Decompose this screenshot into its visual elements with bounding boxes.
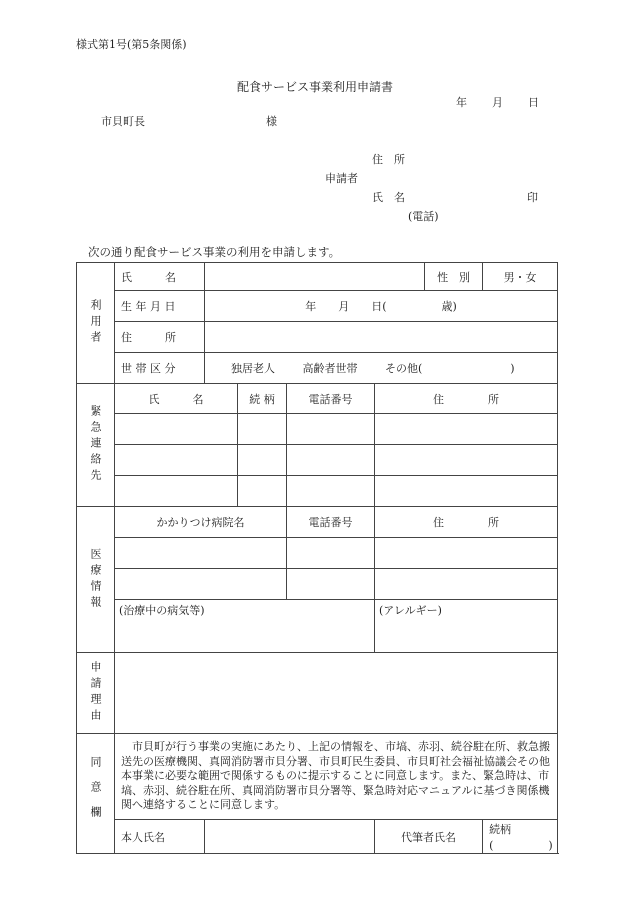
- emergency-relation-cell[interactable]: [238, 445, 287, 476]
- household-other[interactable]: その他( ): [385, 362, 515, 375]
- emergency-col-relation: 続 柄: [238, 384, 287, 414]
- emergency-section-heading: 緊急連絡先: [77, 384, 115, 507]
- signer-label: 本人氏名: [115, 820, 205, 854]
- user-name-label: 氏 名: [115, 263, 205, 291]
- user-section-heading: 利用者: [77, 263, 115, 384]
- seal-mark: 印: [527, 191, 538, 204]
- birth-date-label: 生 年 月 日: [115, 291, 205, 322]
- applicant-address-label: 住 所: [372, 153, 405, 166]
- gender-options[interactable]: 男・女: [483, 263, 558, 291]
- gender-label: 性 別: [425, 263, 483, 291]
- emergency-relation-cell[interactable]: [238, 476, 287, 507]
- user-name-field[interactable]: [205, 263, 425, 291]
- applicant-phone-label: (電話): [408, 210, 439, 223]
- date-year: 年: [456, 96, 467, 109]
- medical-col-address: 住 所: [375, 507, 558, 538]
- hospital-address-cell[interactable]: [375, 569, 558, 600]
- signer-field[interactable]: [205, 820, 375, 854]
- emergency-phone-cell[interactable]: [287, 476, 375, 507]
- illness-field[interactable]: [115, 600, 375, 653]
- emergency-phone-cell[interactable]: [287, 445, 375, 476]
- user-address-label: 住 所: [115, 322, 205, 353]
- emergency-name-cell[interactable]: [115, 476, 238, 507]
- applicant-label: 申請者: [325, 172, 358, 185]
- emergency-address-cell[interactable]: [375, 445, 558, 476]
- emergency-col-name: 氏 名: [115, 384, 238, 414]
- hospital-name-cell[interactable]: [115, 569, 287, 600]
- medical-section-heading: 医療情報: [77, 507, 115, 653]
- emergency-address-cell[interactable]: [375, 414, 558, 445]
- form-title: 配食サービス事業利用申請書: [237, 80, 394, 94]
- application-form-table: [76, 262, 558, 854]
- illness-label: (治療中の病気等): [119, 604, 205, 617]
- hospital-phone-cell[interactable]: [287, 569, 375, 600]
- emergency-name-cell[interactable]: [115, 414, 238, 445]
- consent-text: 市貝町が行う事業の実施にあたり、上記の情報を、市塙、赤羽、続谷駐在所、救急搬送先の医療機関、真岡消防署市貝分署、市貝町民生委員、市貝町社会福祉協議会その他本事業に必要な範囲で関係するものに提示することに同意します。また、緊急時は、市塙、赤羽、続谷駐在所、真岡消防署市貝分署等、緊急時対応マニュアルに基づき関係機関へ連絡することに同意します。: [115, 734, 558, 820]
- household-elderly[interactable]: 高齢者世帯: [302, 362, 358, 375]
- recipient: 市貝町長: [101, 115, 145, 128]
- reason-section-heading: 申請理由: [77, 653, 115, 734]
- allergy-field[interactable]: [375, 600, 558, 653]
- applicant-name-label: 氏 名: [372, 191, 405, 204]
- emergency-name-cell[interactable]: [115, 445, 238, 476]
- intro-text: 次の通り配食サービス事業の利用を申請します。: [88, 245, 341, 259]
- consent-section-heading: 同意欄: [77, 734, 115, 854]
- honorific: 様: [266, 115, 277, 128]
- emergency-relation-cell[interactable]: [238, 414, 287, 445]
- medical-col-phone: 電話番号: [287, 507, 375, 538]
- emergency-phone-cell[interactable]: [287, 414, 375, 445]
- household-single[interactable]: 独居老人: [231, 362, 275, 375]
- relation-field[interactable]: 続柄( ): [483, 820, 558, 854]
- emergency-col-address: 住 所: [375, 384, 558, 414]
- hospital-name-cell[interactable]: [115, 538, 287, 569]
- birth-date-field[interactable]: 年 月 日( 歳): [205, 291, 558, 322]
- form-number: 様式第1号(第5条関係): [76, 38, 187, 51]
- emergency-address-cell[interactable]: [375, 476, 558, 507]
- medical-col-hospital: かかりつけ病院名: [115, 507, 287, 538]
- household-options[interactable]: [205, 353, 558, 384]
- user-address-field[interactable]: [205, 322, 558, 353]
- emergency-col-phone: 電話番号: [287, 384, 375, 414]
- date-day: 日: [528, 96, 539, 109]
- hospital-address-cell[interactable]: [375, 538, 558, 569]
- date-month: 月: [492, 96, 503, 109]
- household-label: 世 帯 区 分: [115, 353, 205, 384]
- allergy-label: (アレルギー): [379, 604, 442, 617]
- hospital-phone-cell[interactable]: [287, 538, 375, 569]
- reason-field[interactable]: [115, 653, 558, 734]
- proxy-label: 代筆者氏名: [375, 820, 483, 854]
